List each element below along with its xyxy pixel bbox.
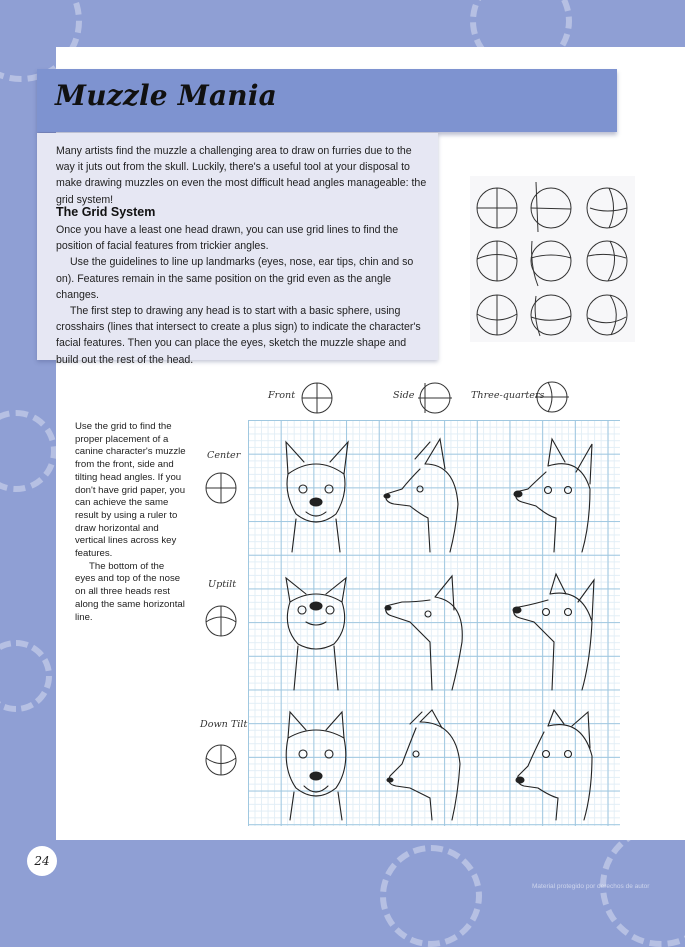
sphere-sketch [587, 188, 627, 228]
sphere-sketch [531, 182, 571, 232]
uptilt-crosshair-icon [203, 603, 239, 639]
front-down-tilt-head-sketch [276, 708, 356, 824]
section-paragraph: The first step to drawing any head is to start with a basic sphere, using crosshairs (lines that intersect to create a plus sign) to indicate the character's facial features. Then you can place the eyes, sketch the muzzle shape and build out the rest of the head. [56, 305, 421, 366]
caption-paragraph: The bottom of the eyes and top of the nose on all three heads rest along the same horizontal line. [75, 560, 185, 623]
side-down-tilt-head-sketch [380, 708, 470, 824]
sphere-crosshair-illustration [470, 176, 635, 342]
background-swirl-decoration [0, 410, 57, 492]
down-tilt-crosshair-icon [203, 742, 239, 778]
section-heading: The Grid System [56, 205, 156, 219]
row-label-uptilt: Uptilt [208, 579, 237, 590]
side-center-head-sketch [380, 434, 470, 554]
column-label-side: Side [393, 390, 415, 401]
grid-caption [75, 421, 187, 624]
front-crosshair-icon [299, 381, 335, 415]
intro-paragraph: Many artists find the muzzle a challenging area to draw on furries due to the way it juts out from the skull. Luckily, there's a useful tool at your disposal to make drawing muzzles on even the most difficult head angles manageable: the grid system! [56, 145, 427, 206]
front-center-head-sketch [276, 434, 356, 554]
row-label-down-tilt: Down Tilt [200, 719, 248, 730]
sphere-sketch [477, 241, 517, 281]
section-paragraph: Once you have a least one head drawn, you can use grid lines to find the position of facial features from trickier angles. [56, 224, 399, 253]
three-quarters-center-head-sketch [510, 434, 600, 554]
page-title: Muzzle Mania [55, 79, 278, 112]
sphere-crosshair-panel [470, 176, 635, 342]
sphere-sketch [477, 295, 517, 335]
three-quarters-down-tilt-head-sketch [510, 708, 600, 824]
sphere-sketch [587, 295, 627, 335]
sphere-sketch [477, 188, 517, 228]
section-body [56, 222, 428, 368]
sphere-sketch [587, 241, 627, 281]
center-crosshair-icon [203, 470, 239, 506]
section-paragraph: Use the guidelines to line up landmarks (eyes, nose, ear tips, chin and so on). Features remain in the same position on the grid even as the angle changes. [56, 256, 414, 301]
copyright-watermark: Material protegido por derechos de autor [532, 883, 650, 890]
sphere-sketch [531, 241, 571, 286]
sphere-sketch [531, 295, 571, 336]
background-swirl-decoration [380, 845, 482, 947]
page-number-badge [27, 846, 57, 876]
three-quarters-crosshair-icon [533, 379, 571, 415]
side-uptilt-head-sketch [380, 572, 470, 692]
page-number: 24 [34, 854, 50, 868]
side-crosshair-icon [416, 381, 454, 415]
row-label-center: Center [207, 450, 241, 461]
front-uptilt-head-sketch [276, 572, 356, 692]
caption-paragraph: Use the grid to find the proper placement of a canine character's muzzle from the front, side and tilting head angles. If you don't have grid paper, you can achieve the same result by using a ruler to draw horizontal and vertical lines across key features. [75, 421, 186, 560]
column-label-front: Front [268, 390, 296, 401]
background-swirl-decoration [0, 640, 52, 712]
title-banner [37, 69, 617, 132]
column-label-three-quarters: Three-quarters [471, 390, 545, 401]
intro-text-box [37, 133, 438, 366]
three-quarters-uptilt-head-sketch [510, 572, 600, 692]
drawing-grid [248, 420, 620, 826]
